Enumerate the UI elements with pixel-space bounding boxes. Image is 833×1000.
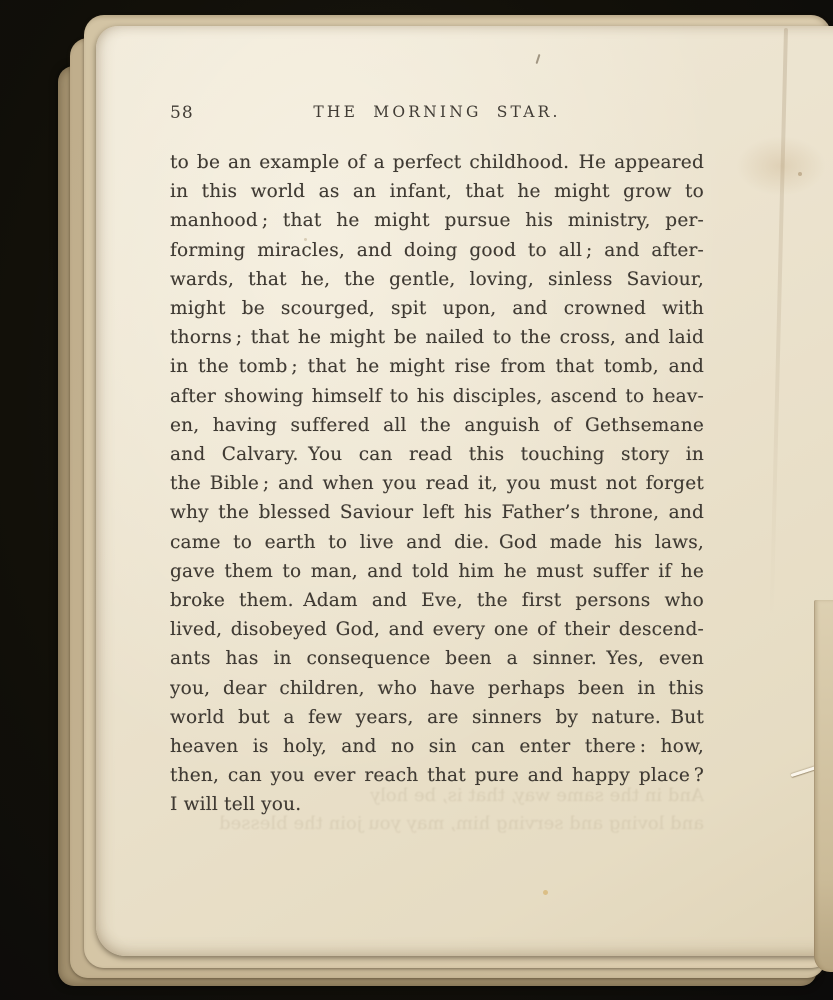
running-title: THE MORNING STAR. xyxy=(313,103,561,121)
text-line: and Calvary. You can read this touching story in xyxy=(170,444,704,466)
show-through-line: And in the same way, that is, be holy xyxy=(369,785,704,806)
text-line: ants has in consequence been a sinner. Yes, even xyxy=(170,648,704,670)
body-text xyxy=(170,148,704,820)
text-line: manhood ; that he might pursue his ministry, per- xyxy=(170,210,704,232)
text-line: forming miracles, and doing good to all ; and after- xyxy=(170,239,704,261)
page-number: 58 xyxy=(170,103,194,123)
text-line: why the blessed Saviour left his Father’s throne, and xyxy=(170,502,704,524)
paper-speck xyxy=(798,172,802,176)
text-line: heaven is holy, and no sin can enter there : how, xyxy=(170,736,704,758)
text-line: world but a few years, are sinners by nature. But xyxy=(170,706,704,728)
text-line: gave them to man, and told him he must suffer if he xyxy=(170,560,704,582)
text-line: after showing himself to his disciples, ascend to heav- xyxy=(170,385,704,407)
text-line: lived, disobeyed God, and every one of their descend- xyxy=(170,619,704,641)
page-crease xyxy=(770,28,788,618)
text-line: I will tell you. xyxy=(170,794,302,816)
text-line: thorns ; that he might be nailed to the cross, and laid xyxy=(170,327,704,349)
text-line: might be scourged, spit upon, and crowned with xyxy=(170,298,704,320)
text-line: came to earth to live and die. God made his laws, xyxy=(170,531,704,553)
paper-speck xyxy=(543,890,548,895)
text-line: wards, that he, the gentle, loving, sinless Saviour, xyxy=(170,268,704,290)
text-line: you, dear children, who have perhaps been in this xyxy=(170,677,704,699)
text-line: to be an example of a perfect childhood. He appeared xyxy=(170,152,704,173)
show-through-line: and loving and serving him, may you join the blessed xyxy=(219,813,704,834)
text-line: broke them. Adam and Eve, the first persons who xyxy=(170,590,704,612)
text-line: then, can you ever reach that pure and happy place ? xyxy=(170,765,704,787)
text-line: in this world as an infant, that he might grow to xyxy=(170,181,704,203)
text-line: the Bible ; and when you read it, you must not forget xyxy=(170,473,704,495)
foxing-stain xyxy=(736,136,826,196)
book-page xyxy=(96,26,833,956)
page-header xyxy=(170,102,704,126)
page-stack-edge-right xyxy=(814,600,833,972)
text-line: en, having suffered all the anguish of Gethsemane xyxy=(170,414,704,436)
text-line: in the tomb ; that he might rise from that tomb, and xyxy=(170,356,704,378)
paper-speck xyxy=(536,54,541,64)
